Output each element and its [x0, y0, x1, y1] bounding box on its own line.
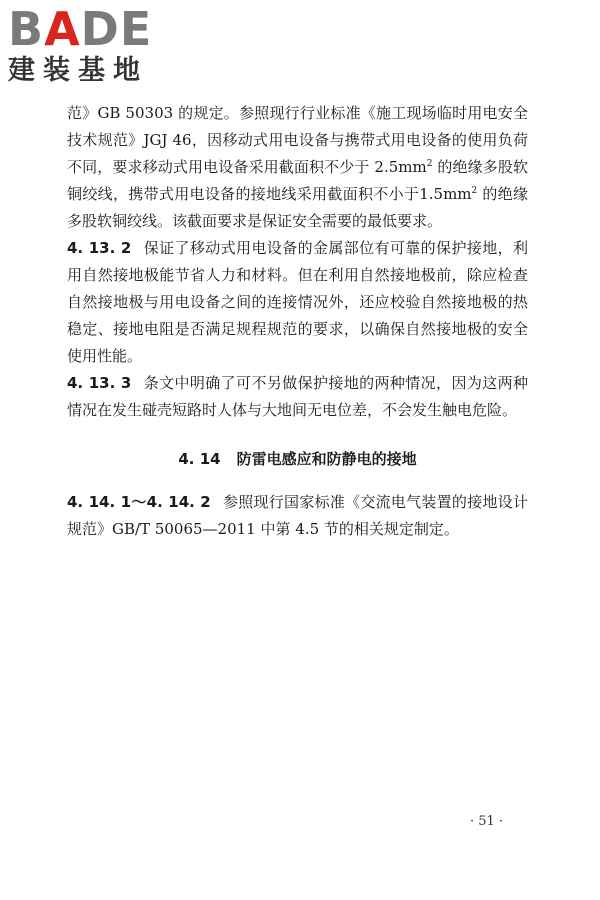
- brand-logo: [8, 2, 178, 88]
- intro-text-2: 的绝缘多股软铜绞线，携带式用电设备的接地线采用截面积不小于1.5mm: [67, 158, 528, 203]
- document-body: [67, 100, 528, 543]
- clause-text: 保证了移动式用电设备的金属部位有可靠的保护接地，利用自然接地极能节省人力和材料。但在利用自然接地极前，除应检查自然接地极与用电设备之间的连接情况外，还应校验自然接地极的热稳定、接地电阻是否满足规程规范的要求，以确保自然接地极的安全使用性能。: [67, 239, 528, 365]
- clause-text: 参照现行国家标准《交流电气装置的接地设计规范》GB/T 50065—2011 中第 4.5 节的相关规定制定。: [67, 493, 528, 538]
- page-number: · 51 ·: [470, 814, 504, 829]
- section-heading: [67, 446, 528, 473]
- section-number: 4. 14: [178, 450, 221, 468]
- logo-letter-b: B: [8, 2, 45, 56]
- intro-superscript-2: 2: [471, 186, 478, 196]
- intro-superscript-1: 2: [426, 159, 433, 169]
- clause-4-13-2: [67, 235, 528, 370]
- intro-paragraph: [67, 100, 528, 235]
- clause-number: 4. 13. 2: [67, 239, 132, 257]
- clause-4-14-1: [67, 489, 528, 543]
- section-title-text: 防雷电感应和防静电的接地: [236, 450, 417, 468]
- clause-number: 4. 14. 1～4. 14. 2: [67, 493, 211, 511]
- logo-letter-a: A: [44, 2, 81, 56]
- intro-text-3: 的绝缘多股软铜绞线。该截面要求是保证安全需要的最低要求。: [67, 185, 528, 230]
- intro-text-1: 范》GB 50303 的规定。参照现行行业标准《施工现场临时用电安全技术规范》JGJ 46，因移动式用电设备与携带式用电设备的使用负荷不同，要求移动式用电设备采用截面积不少于 2.5mm: [67, 104, 528, 176]
- clause-4-13-3: [67, 370, 528, 424]
- logo-subtitle: 建装基地: [8, 55, 148, 86]
- logo-letters-de: DE: [80, 2, 153, 56]
- clause-number: 4. 13. 3: [67, 374, 132, 392]
- logo-wordmark: [8, 2, 178, 56]
- clause-text: 条文中明确了可不另做保护接地的两种情况，因为这两种情况在发生碰壳短路时人体与大地间无电位差，不会发生触电危险。: [67, 374, 528, 419]
